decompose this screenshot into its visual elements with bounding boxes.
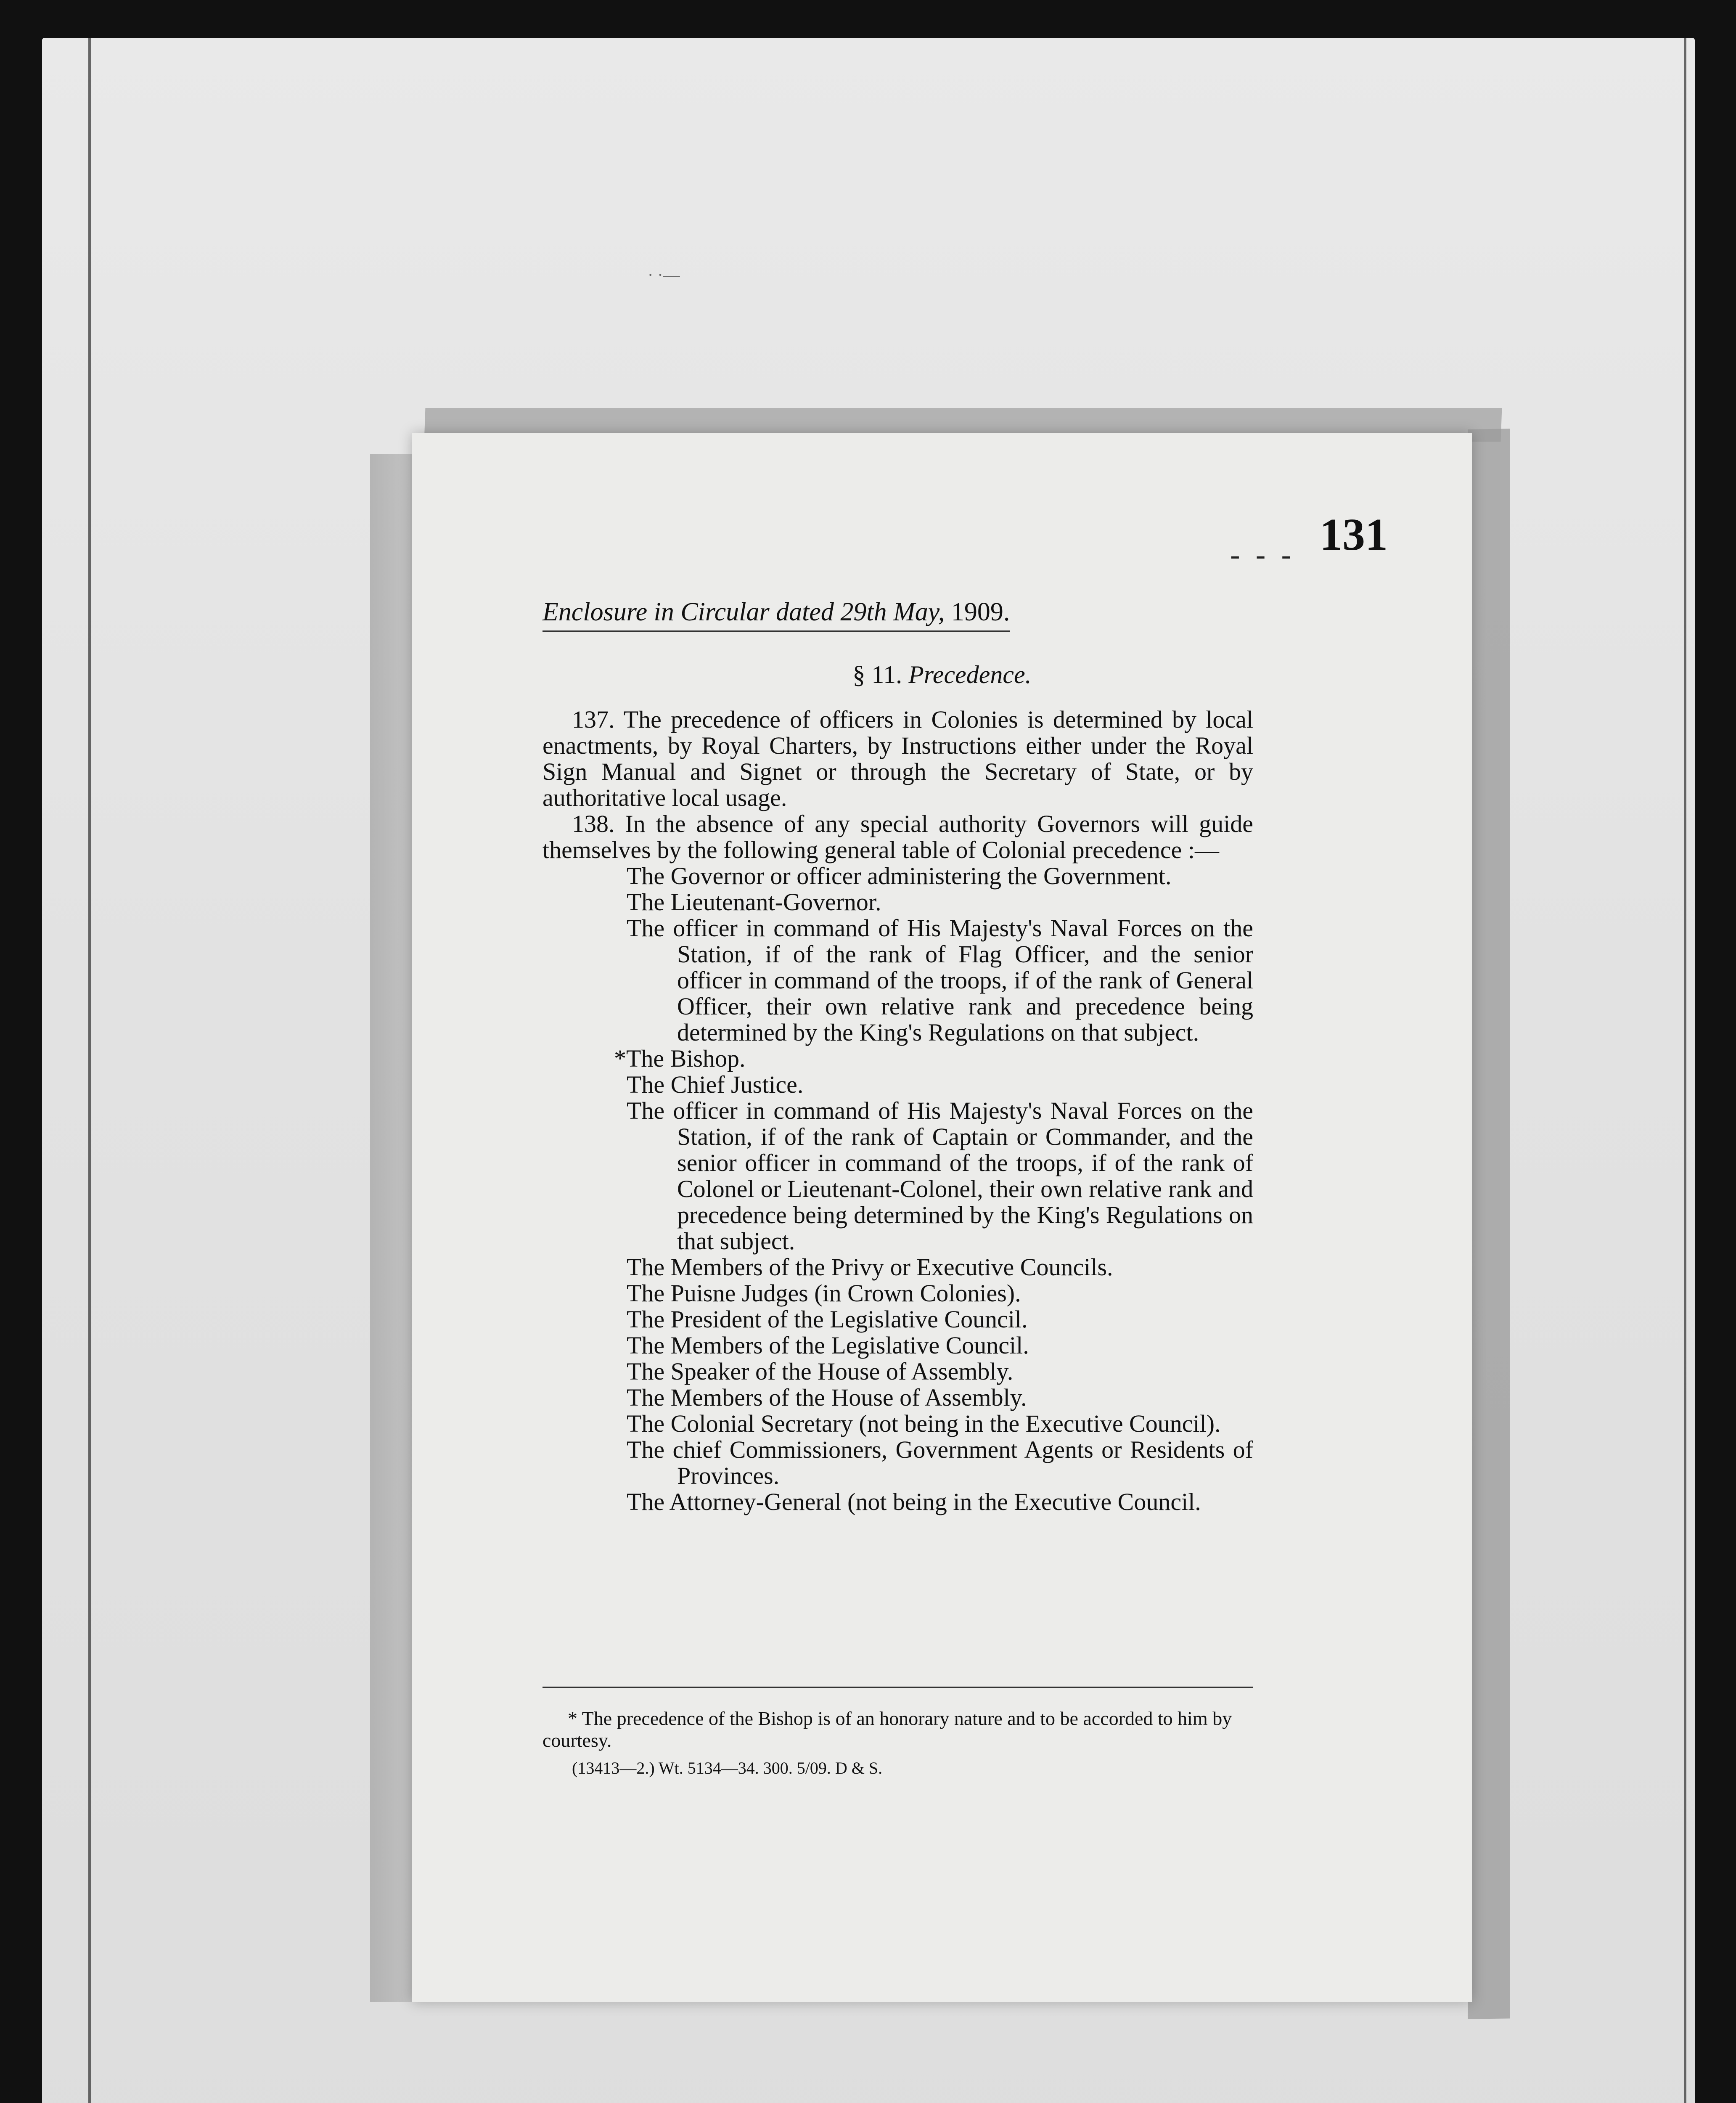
list-item: The Speaker of the House of Assembly. — [627, 1358, 1014, 1385]
list-item: The Lieutenant-Governor. — [627, 888, 881, 916]
document-body — [542, 707, 1253, 1515]
print-code: (13413—2.) Wt. 5134—34. 300. 5/09. D & S. — [572, 1759, 883, 1777]
list-item: The Governor or officer administering the Government. — [627, 862, 1172, 890]
film-edge-line-left — [88, 38, 91, 2103]
enclosure-year: 1909. — [951, 598, 1010, 626]
list-item: The Members of the House of Assembly. — [627, 1384, 1027, 1411]
list-item: The Colonial Secretary (not being in the Executive Council). — [627, 1410, 1221, 1437]
enclosure-title-text: Enclosure in Circular dated 29th May, — [542, 598, 945, 626]
list-item: The President of the Legislative Council. — [627, 1306, 1028, 1333]
paragraph-137: 137. The precedence of officers in Colonies is determined by local enactments, by Royal Charters, by Instructions either under the Royal Sign Manual and Signet or through the Secretary of State, or by authoritative local usage. — [542, 706, 1253, 811]
footnote: * The precedence of the Bishop is of an honorary nature and to be accorded to him by courtesy. — [542, 1708, 1232, 1751]
footnote-rule — [542, 1687, 1253, 1688]
film-edge-line-right — [1684, 38, 1686, 2103]
page-number: 131 — [1320, 510, 1388, 560]
list-item: The Attorney-General (not being in the Executive Council. — [627, 1488, 1201, 1515]
list-item: The officer in command of His Majesty's Naval Forces on the Station, if of the rank of Flag Officer, and the senior officer in command of the troops, if of the rank of General Officer, their own relative rank and precedence being determined by the King's Regulations on that subject. — [627, 914, 1253, 1046]
list-item: The Chief Justice. — [627, 1071, 804, 1098]
section-number: § 11. — [852, 661, 902, 689]
precedence-list — [542, 863, 1253, 1515]
list-item: The officer in command of His Majesty's Naval Forces on the Station, if of the rank of Captain or Commander, and the senior officer in command of the troops, if of the rank of Colonel or Lieutenant-Colonel, their own relative rank and precedence being determined by the King's Regulations on that subject. — [627, 1097, 1253, 1255]
paragraph-138: 138. In the absence of any special authority Governors will guide themselves by the following general table of Colonial precedence :— — [542, 810, 1253, 863]
section-title: Precedence. — [908, 661, 1032, 689]
page-number-dashes: - - - — [1230, 539, 1295, 571]
section-heading — [412, 660, 1472, 689]
list-item: The Members of the Privy or Executive Councils. — [627, 1253, 1113, 1281]
list-item: *The Bishop. — [614, 1045, 746, 1072]
list-item: The Members of the Legislative Council. — [627, 1332, 1029, 1359]
list-item: The Puisne Judges (in Crown Colonies). — [627, 1279, 1021, 1307]
document-page — [412, 433, 1472, 2002]
page-shadow-right — [1468, 429, 1510, 2019]
enclosure-title — [542, 597, 1010, 632]
list-item: The chief Commissioners, Government Agents or Residents of Provinces. — [627, 1436, 1253, 1489]
film-specks: · ·— — [648, 265, 680, 284]
